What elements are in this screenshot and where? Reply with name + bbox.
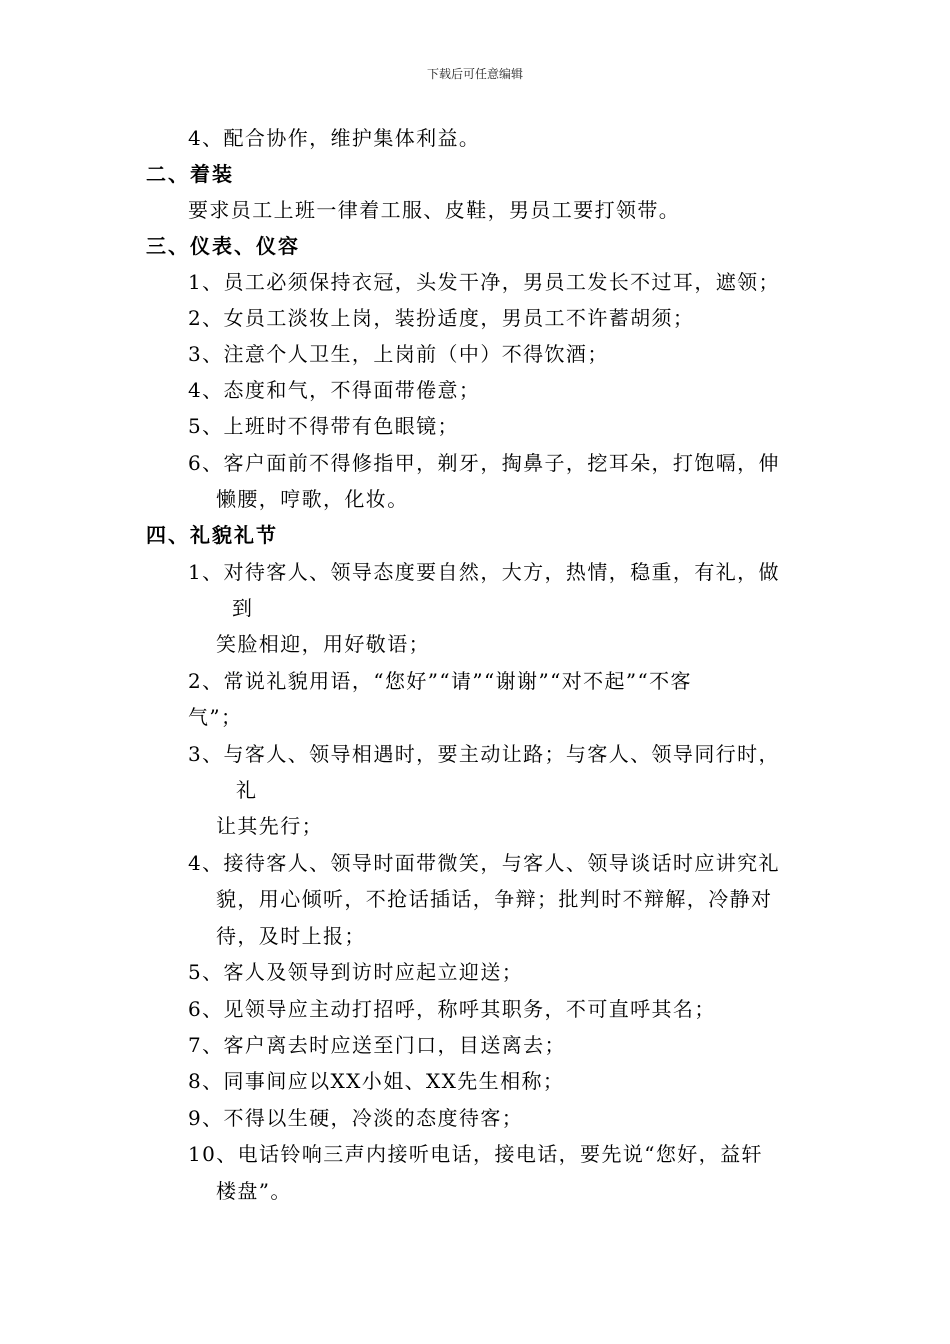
- list-item-continuation: 到: [232, 596, 254, 620]
- list-item-continuation: 气”；: [188, 705, 243, 729]
- list-item: 7、客户离去时应送至门口，目送离去；: [188, 1033, 566, 1057]
- text-line: 4、配合协作，维护集体利益。: [188, 126, 481, 150]
- list-item: 6、客户面前不得修指甲，剃牙，掏鼻子，挖耳朵，打饱嗝，伸: [188, 451, 780, 475]
- list-item-continuation: 让其先行；: [216, 814, 323, 838]
- list-item-continuation: 礼: [236, 778, 258, 802]
- list-item: 9、不得以生硬，冷淡的态度待客；: [188, 1106, 524, 1130]
- list-item-continuation: 待，及时上报；: [216, 924, 366, 948]
- list-item: 5、客人及领导到访时应起立迎送；: [188, 960, 524, 984]
- list-item: 1、对待客人、领导态度要自然，大方，热情，稳重，有礼，做: [188, 560, 780, 584]
- list-item: 3、与客人、领导相遇时，要主动让路；与客人、领导同行时，: [188, 742, 780, 766]
- text-line: 要求员工上班一律着工服、皮鞋，男员工要打领带。: [188, 198, 681, 222]
- list-item: 5、上班时不得带有色眼镜；: [188, 414, 459, 438]
- list-item: 2、女员工淡妆上岗，装扮适度，男员工不许蓄胡须；: [188, 306, 695, 330]
- list-item: 4、接待客人、领导时面带微笑，与客人、领导谈话时应讲究礼: [188, 851, 780, 875]
- list-item: 10、电话铃响三声内接听电话，接电话，要先说“您好，益轩: [188, 1142, 763, 1166]
- list-item: 6、见领导应主动打招呼，称呼其职务，不可直呼其名；: [188, 997, 716, 1021]
- list-item: 8、同事间应以XX小姐、XX先生相称；: [188, 1069, 565, 1093]
- section-heading: 三、仪表、仪容: [146, 234, 300, 258]
- section-heading: 二、着装: [146, 162, 234, 186]
- list-item: 1、员工必须保持衣冠，头发干净，男员工发长不过耳，遮领；: [188, 270, 780, 294]
- list-item-continuation: 貌，用心倾听，不抢话插话，争辩；批判时不辩解，冷静对: [216, 887, 773, 911]
- list-item: 3、注意个人卫生，上岗前（中）不得饮酒；: [188, 342, 609, 366]
- list-item: 2、常说礼貌用语，“您好”“请”“谢谢”“对不起”“不客: [188, 669, 692, 693]
- page-header: 下载后可任意编辑: [426, 67, 523, 81]
- list-item-continuation: 楼盘”。: [216, 1179, 292, 1203]
- list-item: 4、态度和气，不得面带倦意；: [188, 378, 481, 402]
- section-heading: 四、礼貌礼节: [146, 523, 278, 547]
- list-item-continuation: 懒腰，哼歌，化妆。: [216, 487, 409, 511]
- list-item-continuation: 笑脸相迎，用好敬语；: [216, 632, 430, 656]
